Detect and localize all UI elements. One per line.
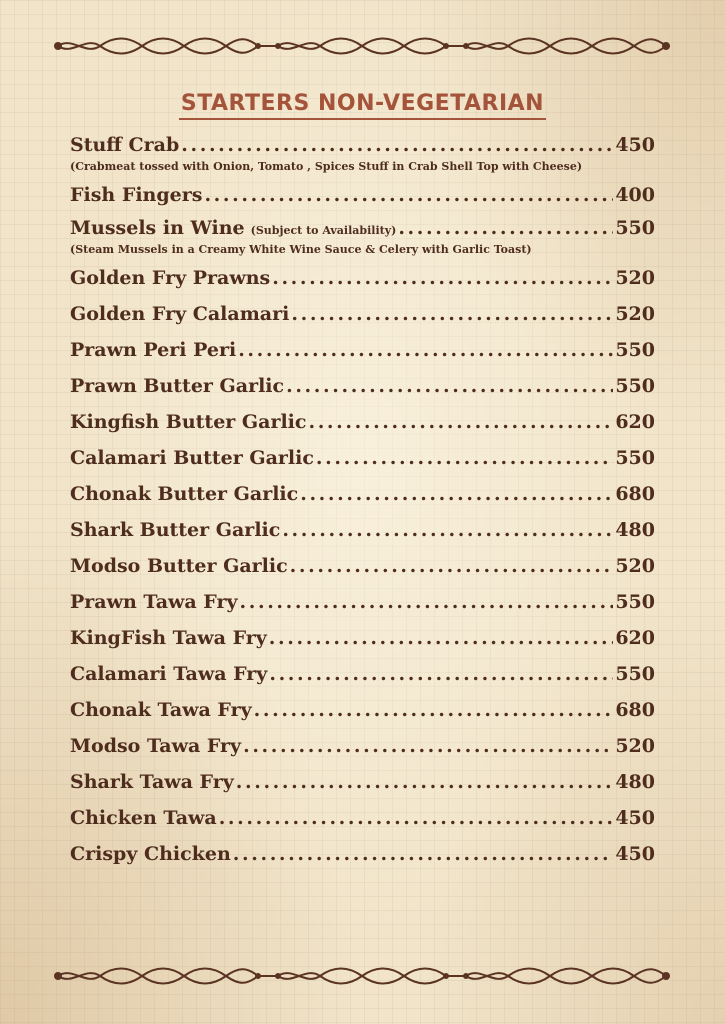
menu-item-line — [70, 404, 655, 440]
dot-leader — [243, 728, 613, 764]
menu-item — [70, 512, 655, 548]
menu-item-line — [70, 130, 655, 160]
menu-item-name: Stuff Crab — [70, 134, 180, 156]
dot-leader — [269, 656, 613, 692]
dot-leader — [290, 548, 614, 584]
section-title — [0, 90, 725, 120]
menu-item-name: Fish Fingers — [70, 184, 203, 206]
bottom-ornament-border — [52, 964, 672, 988]
menu-item-price: 480 — [615, 519, 655, 541]
dot-leader — [282, 512, 613, 548]
menu-item — [70, 476, 655, 512]
top-ornament-border — [52, 34, 672, 58]
menu-item-line — [70, 728, 655, 764]
menu-item-line — [70, 512, 655, 548]
dot-leader — [316, 440, 613, 476]
menu-item-name: Modso Tawa Fry — [70, 735, 242, 757]
menu-item-note: (Subject to Availability) — [250, 224, 397, 237]
dot-leader — [254, 692, 614, 728]
dot-leader — [181, 130, 613, 160]
menu-item-price: 550 — [615, 375, 655, 397]
menu-item-name: Chonak Butter Garlic — [70, 483, 299, 505]
menu-item-name: Golden Fry Prawns — [70, 267, 271, 289]
menu-item — [70, 656, 655, 692]
menu-item-line — [70, 692, 655, 728]
menu-item-price: 450 — [615, 134, 655, 156]
menu-item-price: 450 — [615, 807, 655, 829]
menu-item-price: 400 — [615, 184, 655, 206]
menu-item-line — [70, 476, 655, 512]
menu-item-line — [70, 620, 655, 656]
menu-item — [70, 368, 655, 404]
menu-item-name: Crispy Chicken — [70, 843, 231, 865]
menu-item — [70, 548, 655, 584]
menu-item-price: 520 — [615, 303, 655, 325]
menu-item — [70, 404, 655, 440]
scroll-flourish-icon — [52, 964, 672, 988]
menu-item — [70, 728, 655, 764]
menu-item-price: 550 — [615, 339, 655, 361]
menu-item-price: 550 — [615, 591, 655, 613]
menu-item-price: 520 — [615, 735, 655, 757]
menu-item-line — [70, 177, 655, 213]
menu-item-name: Kingfish Butter Garlic — [70, 411, 307, 433]
menu-item-line — [70, 296, 655, 332]
menu-item — [70, 584, 655, 620]
section-title-text: STARTERS NON-VEGETARIAN — [179, 90, 546, 120]
menu-item-name: Shark Tawa Fry — [70, 771, 234, 793]
menu-item-price: 550 — [615, 447, 655, 469]
menu-item-price: 620 — [615, 627, 655, 649]
menu-item — [70, 800, 655, 836]
dot-leader — [291, 296, 613, 332]
menu-item — [70, 332, 655, 368]
menu-item-name: Calamari Butter Garlic — [70, 447, 314, 469]
menu-item-price: 450 — [615, 843, 655, 865]
dot-leader — [269, 620, 614, 656]
menu-item — [70, 296, 655, 332]
menu-item-line — [70, 836, 655, 872]
menu-item-price: 680 — [615, 699, 655, 721]
menu-item-line — [70, 368, 655, 404]
menu-item-name: Chonak Tawa Fry — [70, 699, 252, 721]
menu-item-name: Prawn Butter Garlic — [70, 375, 285, 397]
menu-item-description: (Crabmeat tossed with Onion, Tomato , Spices Stuff in Crab Shell Top with Cheese) — [70, 160, 583, 173]
menu-item-price: 550 — [615, 663, 655, 685]
menu-item — [70, 213, 655, 260]
menu-item-price: 550 — [615, 217, 655, 239]
menu-item-name: Shark Butter Garlic — [70, 519, 281, 541]
menu-item-name: Mussels in Wine — [70, 217, 245, 239]
dot-leader — [240, 584, 614, 620]
menu-item — [70, 836, 655, 872]
menu-item — [70, 620, 655, 656]
menu-item-price: 520 — [615, 267, 655, 289]
menu-item-name: Calamari Tawa Fry — [70, 663, 268, 685]
menu-item-line — [70, 440, 655, 476]
menu-list — [70, 130, 655, 872]
dot-leader — [236, 764, 614, 800]
menu-item-price: 680 — [615, 483, 655, 505]
menu-item-line — [70, 656, 655, 692]
menu-item-line — [70, 764, 655, 800]
menu-item-line — [70, 548, 655, 584]
scroll-flourish-icon — [52, 34, 672, 58]
menu-item-price: 620 — [615, 411, 655, 433]
dot-leader — [286, 368, 613, 404]
menu-item-name: Prawn Tawa Fry — [70, 591, 238, 613]
dot-leader — [233, 836, 614, 872]
menu-item-name: Chicken Tawa — [70, 807, 217, 829]
menu-item — [70, 440, 655, 476]
dot-leader — [308, 404, 613, 440]
menu-item-line — [70, 800, 655, 836]
dot-leader — [300, 476, 613, 512]
dot-leader — [219, 800, 614, 836]
menu-item-line — [70, 213, 655, 243]
menu-item-name: KingFish Tawa Fry — [70, 627, 267, 649]
menu-item-name: Prawn Peri Peri — [70, 339, 237, 361]
menu-item-description: (Steam Mussels in a Creamy White Wine Sauce & Celery with Garlic Toast) — [70, 243, 532, 256]
dot-leader — [272, 260, 613, 296]
menu-item — [70, 177, 655, 213]
dot-leader — [398, 213, 613, 243]
menu-item-line — [70, 260, 655, 296]
menu-item — [70, 692, 655, 728]
menu-item — [70, 260, 655, 296]
menu-item-price: 480 — [615, 771, 655, 793]
menu-item-name: Golden Fry Calamari — [70, 303, 290, 325]
menu-item — [70, 130, 655, 177]
dot-leader — [204, 177, 613, 213]
menu-item-price: 520 — [615, 555, 655, 577]
menu-item-line — [70, 584, 655, 620]
menu-item-name: Modso Butter Garlic — [70, 555, 288, 577]
dot-leader — [238, 332, 613, 368]
menu-item — [70, 764, 655, 800]
menu-item-line — [70, 332, 655, 368]
